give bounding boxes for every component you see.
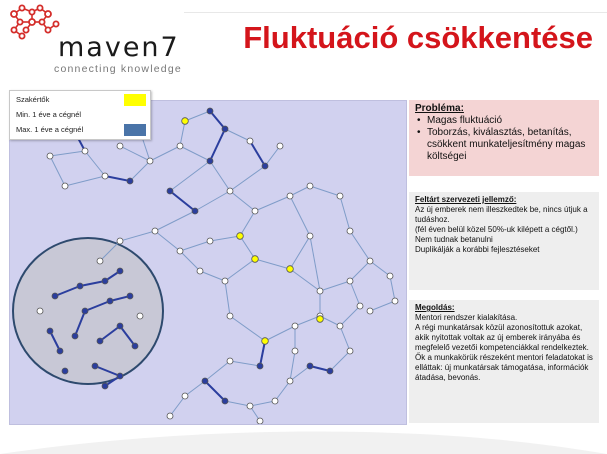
solution-box [409, 300, 599, 423]
problem-heading: Probléma: [415, 103, 464, 114]
legend-label-new-hires: Max. 1 éve a cégnél [16, 125, 84, 134]
findings-box [409, 192, 599, 290]
decorative-bottom-curve [0, 424, 607, 454]
findings-line: Az új emberek nem illeszkedtek be, nincs útjuk a tudáshoz. [415, 205, 588, 224]
solution-heading: Megoldás: [415, 303, 455, 312]
findings-line: Duplikálják a korábbi fejlesztéseket [415, 245, 540, 254]
findings-line: (fél éven belül közel 50%-uk kilépett a cégtől.) [415, 225, 578, 234]
hexagon-nodes-logo-icon [6, 4, 66, 44]
company-logo [6, 4, 186, 76]
solution-line: Mentori rendszer kialakítása. [415, 313, 518, 322]
brand-name: maven7 [58, 32, 180, 63]
slide-title: Fluktuáció csökkentése [243, 20, 593, 55]
legend-swatch-new-hires [124, 124, 146, 136]
network-diagram [9, 100, 407, 425]
brand-tagline: connecting knowledge [54, 63, 182, 75]
problem-box [409, 100, 599, 176]
findings-line: Nem tudnak betanulni [415, 235, 493, 244]
legend-swatch-veterans [124, 109, 146, 121]
header-rule [184, 12, 607, 13]
network-legend [9, 90, 151, 140]
legend-swatch-experts [124, 94, 146, 106]
problem-item: • Magas fluktuáció [415, 115, 593, 127]
problem-item: • Toborzás, kiválasztás, betanítás, csökkent munkateljesítmény magas költségei [415, 127, 593, 163]
network-graph [10, 101, 406, 424]
legend-label-veterans: Min. 1 éve a cégnél [16, 110, 82, 119]
findings-heading: Feltárt szervezeti jellemző: [415, 195, 517, 204]
solution-line: A régi munkatársak közül azonosítottuk azokat, akik nyitottak voltak az új emberek irányába és megfelelő vezetői kompetenciákkal rendelkeztek. Ők a munkakörük részeként mentori feladatokat is elláttak: új munkatársak támogatása, információk átadása, bevonás. [415, 323, 593, 382]
legend-label-experts: Szakértők [16, 95, 50, 104]
